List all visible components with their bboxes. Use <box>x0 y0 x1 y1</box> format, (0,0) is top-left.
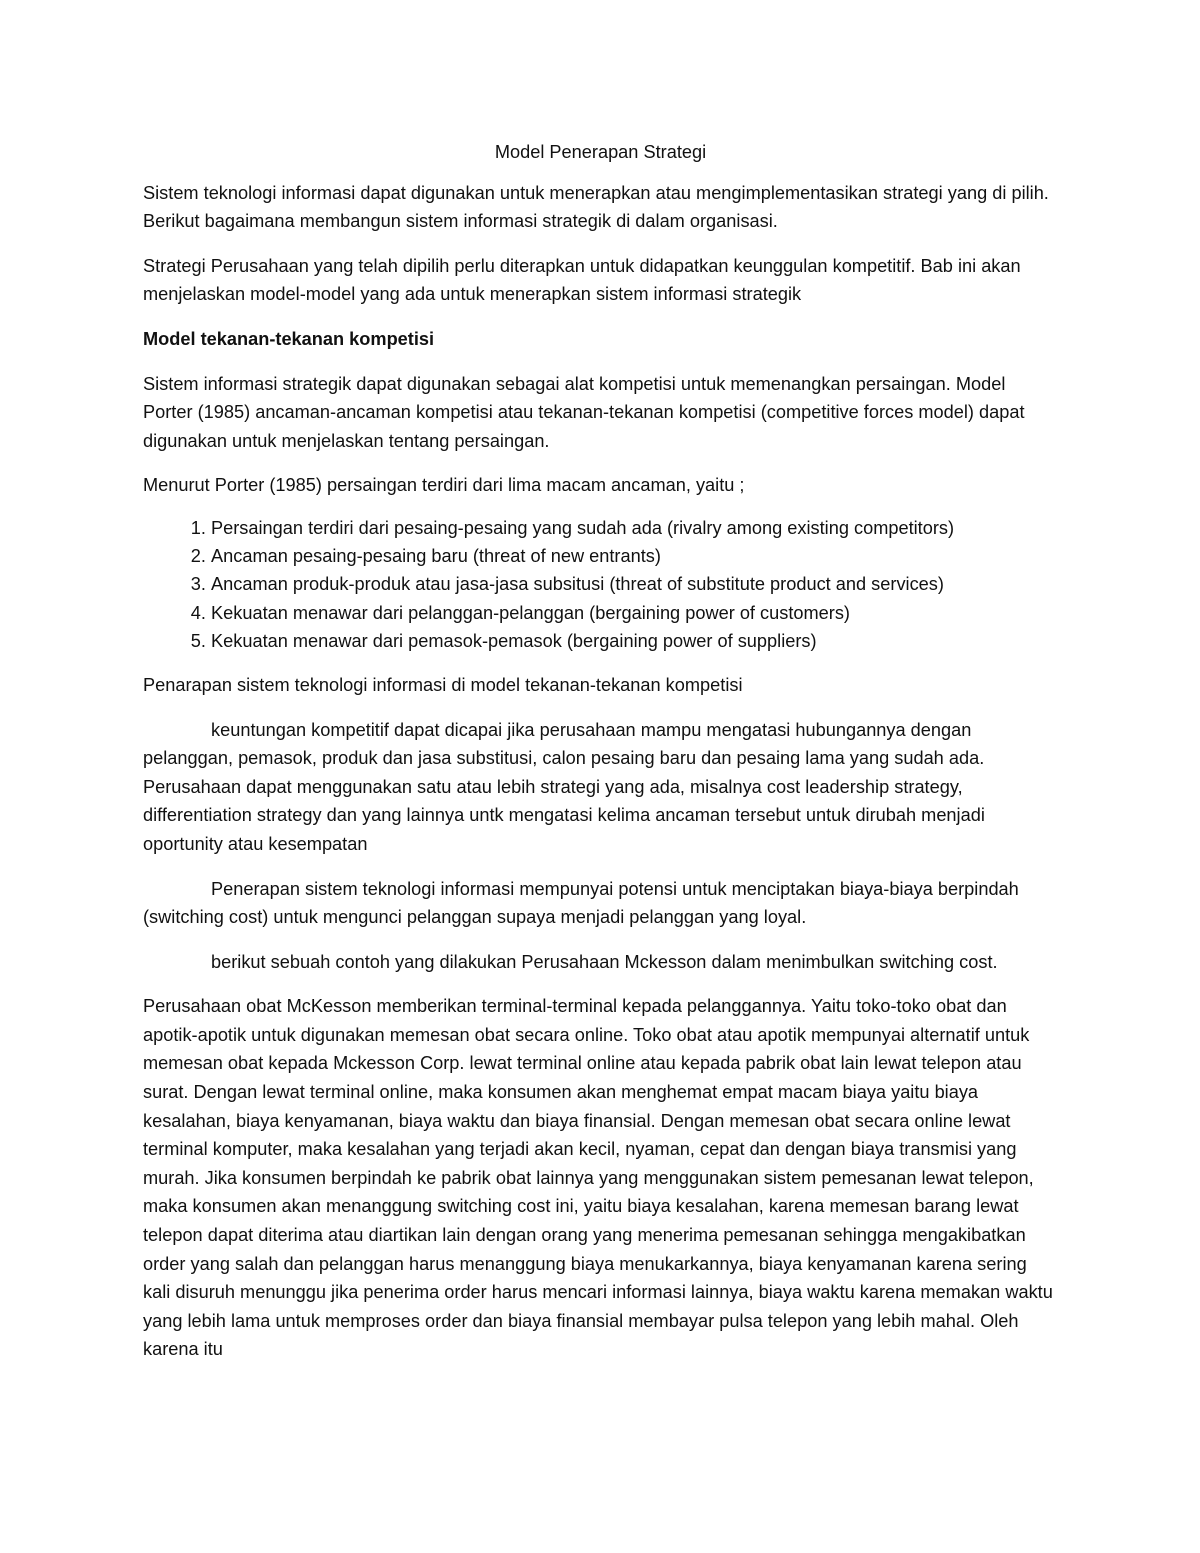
list-item: 4. Kekuatan menawar dari pelanggan-pelanggan (bergaining power of customers) <box>211 599 1058 627</box>
paragraph-competitive-advantage: keuntungan kompetitif dapat dicapai jika perusahaan mampu mengatasi hubungannya dengan pelanggan, pemasok, produk dan jasa substitusi, calon pesaing baru dan pesaing lama yang sudah ada. Perusahaan dapat menggunakan satu atau lebih strategi yang ada, misalnya cost leadership strategy, differentiation strategy dan yang lainnya untk mengatasi kelima ancaman tersebut untuk dirubah menjadi oportunity atau kesempatan <box>143 719 985 854</box>
paragraph-porter-model: Sistem informasi strategik dapat digunakan sebagai alat kompetisi untuk memenangkan persaingan. Model Porter (1985) ancaman-ancaman kompetisi atau tekanan-tekanan kompetisi (competitive forces model) dapat digunakan untuk menjelaskan tentang persaingan. <box>143 373 1025 451</box>
paragraph-switching-cost: Penerapan sistem teknologi informasi mempunyai potensi untuk menciptakan biaya-biaya berpindah (switching cost) untuk mengunci pelanggan supaya menjadi pelanggan yang loyal. <box>143 878 1019 928</box>
paragraph-strategy: Strategi Perusahaan yang telah dipilih perlu diterapkan untuk didapatkan keunggulan kompetitif. Bab ini akan menjelaskan model-model yang ada untuk menerapkan sistem informasi strategik <box>143 255 1021 305</box>
paragraph-five-threats-intro: Menurut Porter (1985) persaingan terdiri dari lima macam ancaman, yaitu ; <box>143 475 745 496</box>
document-page <box>143 138 1058 1380</box>
five-forces-list <box>143 514 1058 655</box>
paragraph-mckesson-intro: berikut sebuah contoh yang dilakukan Perusahaan Mckesson dalam menimbulkan switching cost. <box>211 951 998 972</box>
list-item: 1. Persaingan terdiri dari pesaing-pesaing yang sudah ada (rivalry among existing competitors) <box>211 514 1058 542</box>
paragraph-intro: Sistem teknologi informasi dapat digunakan untuk menerapkan atau mengimplementasikan strategi yang di pilih. Berikut bagaimana membangun sistem informasi strategik di dalam organisasi. <box>143 182 1049 232</box>
list-item: 3. Ancaman produk-produk atau jasa-jasa subsitusi (threat of substitute product and services) <box>211 570 1058 598</box>
document-title: Model Penerapan Strategi <box>494 142 707 162</box>
list-item: 2. Ancaman pesaing-pesaing baru (threat of new entrants) <box>211 542 1058 570</box>
paragraph-mckesson-example: Perusahaan obat McKesson memberikan terminal-terminal kepada pelanggannya. Yaitu toko-toko obat dan apotik-apotik untuk digunakan memesan obat secara online. Toko obat atau apotik mempunyai alternatif untuk memesan obat kepada Mckesson Corp. lewat terminal online atau kepada pabrik obat lain lewat telepon atau surat. Dengan lewat terminal online, maka konsumen akan menghemat empat macam biaya yaitu biaya kesalahan, biaya kenyamanan, biaya waktu dan biaya finansial. Dengan memesan obat secara online lewat terminal komputer, maka kesalahan yang terjadi akan kecil, nyaman, cepat dan dengan biaya transmisi yang murah. Jika konsumen berpindah ke pabrik obat lainnya yang menggunakan sistem pemesanan lewat telepon, maka konsumen akan menanggung switching cost ini, yaitu biaya kesalahan, karena memesan barang lewat telepon dapat diterima atau diartikan lain dengan orang yang menerima pemesanan sehingga mengakibatkan order yang salah dan pelanggan harus menanggung biaya menukarkannya, biaya kenyamanan karena sering kali disuruh menunggu jika penerima order harus mencari informasi lainnya, biaya waktu karena memakan waktu yang lebih lama untuk memproses order dan biaya finansial membayar pulsa telepon yang lebih mahal. Oleh karena itu <box>143 996 1053 1360</box>
list-item: 5. Kekuatan menawar dari pemasok-pemasok (bergaining power of suppliers) <box>211 627 1058 655</box>
section-heading-competitive-forces: Model tekanan-tekanan kompetisi <box>143 328 435 349</box>
paragraph-application-heading: Penarapan sistem teknologi informasi di model tekanan-tekanan kompetisi <box>143 674 743 695</box>
